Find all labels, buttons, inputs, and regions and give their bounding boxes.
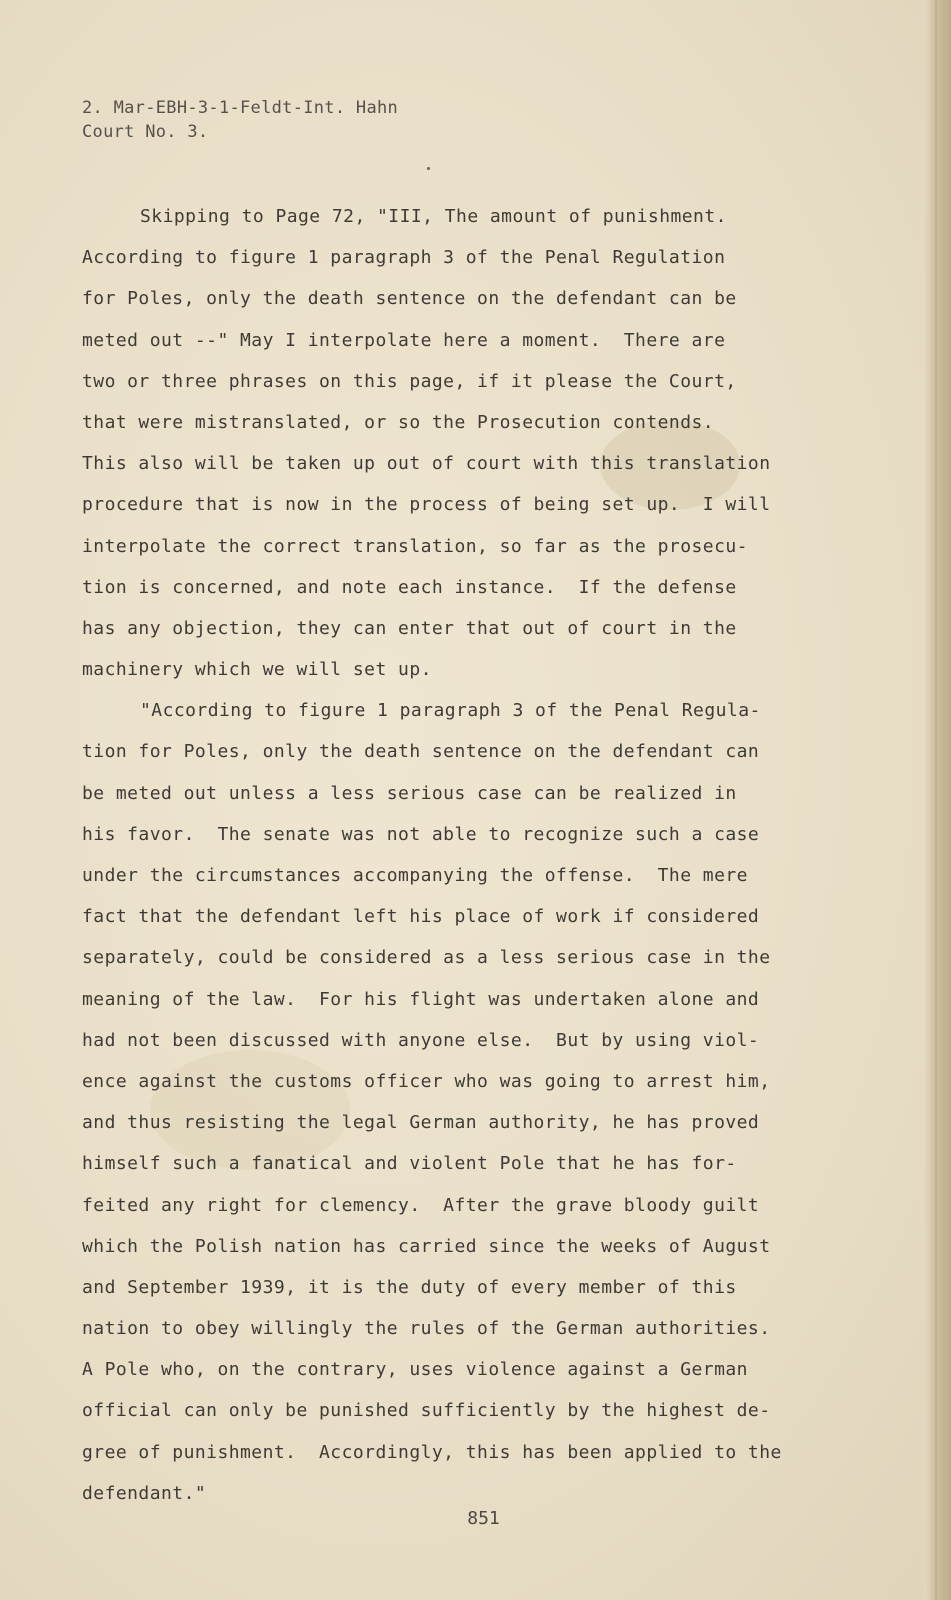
page-right-edge (925, 0, 951, 1600)
text-line: which the Polish nation has carried since the weeks of August (82, 1235, 771, 1257)
text-line: has any objection, they can enter that out of court in the (82, 617, 737, 639)
document-header (82, 96, 398, 144)
text-line: Skipping to Page 72, "III, The amount of punishment. (140, 206, 727, 227)
text-line: that were mistranslated, or so the Prosecution contends. (82, 411, 715, 433)
text-line: "According to figure 1 paragraph 3 of the Penal Regula- (140, 700, 761, 722)
text-line: official can only be punished sufficiently by the highest de- (82, 1400, 771, 1422)
text-line: According to figure 1 paragraph 3 of the Penal Regulation (82, 247, 726, 269)
text-line: tion for Poles, only the death sentence on the defendant can (82, 741, 760, 763)
text-line: ence against the customs officer who was going to arrest him, (82, 1070, 771, 1092)
page-edge-line (935, 0, 937, 1600)
text-line: machinery which we will set up. (82, 659, 432, 681)
text-line: meaning of the law. For his flight was undertaken alone and (82, 988, 760, 1010)
text-line: nation to obey willingly the rules of the German authorities. (82, 1318, 771, 1340)
text-line: and September 1939, it is the duty of every member of this (82, 1276, 737, 1298)
text-line: had not been discussed with anyone else. But by using viol- (82, 1029, 760, 1051)
text-line: interpolate the correct translation, so far as the prosecu- (82, 535, 748, 557)
text-line: meted out --" May I interpolate here a moment. There are (82, 329, 726, 351)
transcript-body (82, 196, 862, 1514)
text-line: feited any right for clemency. After the grave bloody guilt (82, 1194, 760, 1216)
text-line: his favor. The senate was not able to recognize such a case (82, 823, 760, 845)
text-line: under the circumstances accompanying the offense. The mere (82, 865, 748, 886)
text-line: be meted out unless a less serious case can be realized in (82, 782, 737, 804)
page-number: 851 (467, 1508, 500, 1529)
text-line: This also will be taken up out of court with this translation (82, 453, 771, 475)
text-line: two or three phrases on this page, if it please the Court, (82, 370, 737, 392)
text-line: defendant." (82, 1482, 207, 1504)
text-line: fact that the defendant left his place of work if considered (82, 906, 760, 928)
text-line: himself such a fanatical and violent Pole that he has for- (82, 1153, 737, 1175)
text-line: separately, could be considered as a less serious case in the (82, 947, 771, 969)
text-line: tion is concerned, and note each instance. If the defense (82, 576, 737, 598)
text-line: gree of punishment. Accordingly, this has been applied to the (82, 1441, 782, 1463)
header-case-reference: 2. Mar-EBH-3-1-Feldt-Int. Hahn (82, 98, 399, 118)
header-court-number: Court No. 3. (82, 122, 209, 142)
text-line: A Pole who, on the contrary, uses violence against a German (82, 1359, 748, 1381)
stray-mark (427, 167, 430, 170)
text-line: and thus resisting the legal German authority, he has proved (82, 1112, 760, 1134)
text-line: procedure that is now in the process of being set up. I will (82, 494, 771, 516)
text-line: for Poles, only the death sentence on the defendant can be (82, 288, 737, 310)
